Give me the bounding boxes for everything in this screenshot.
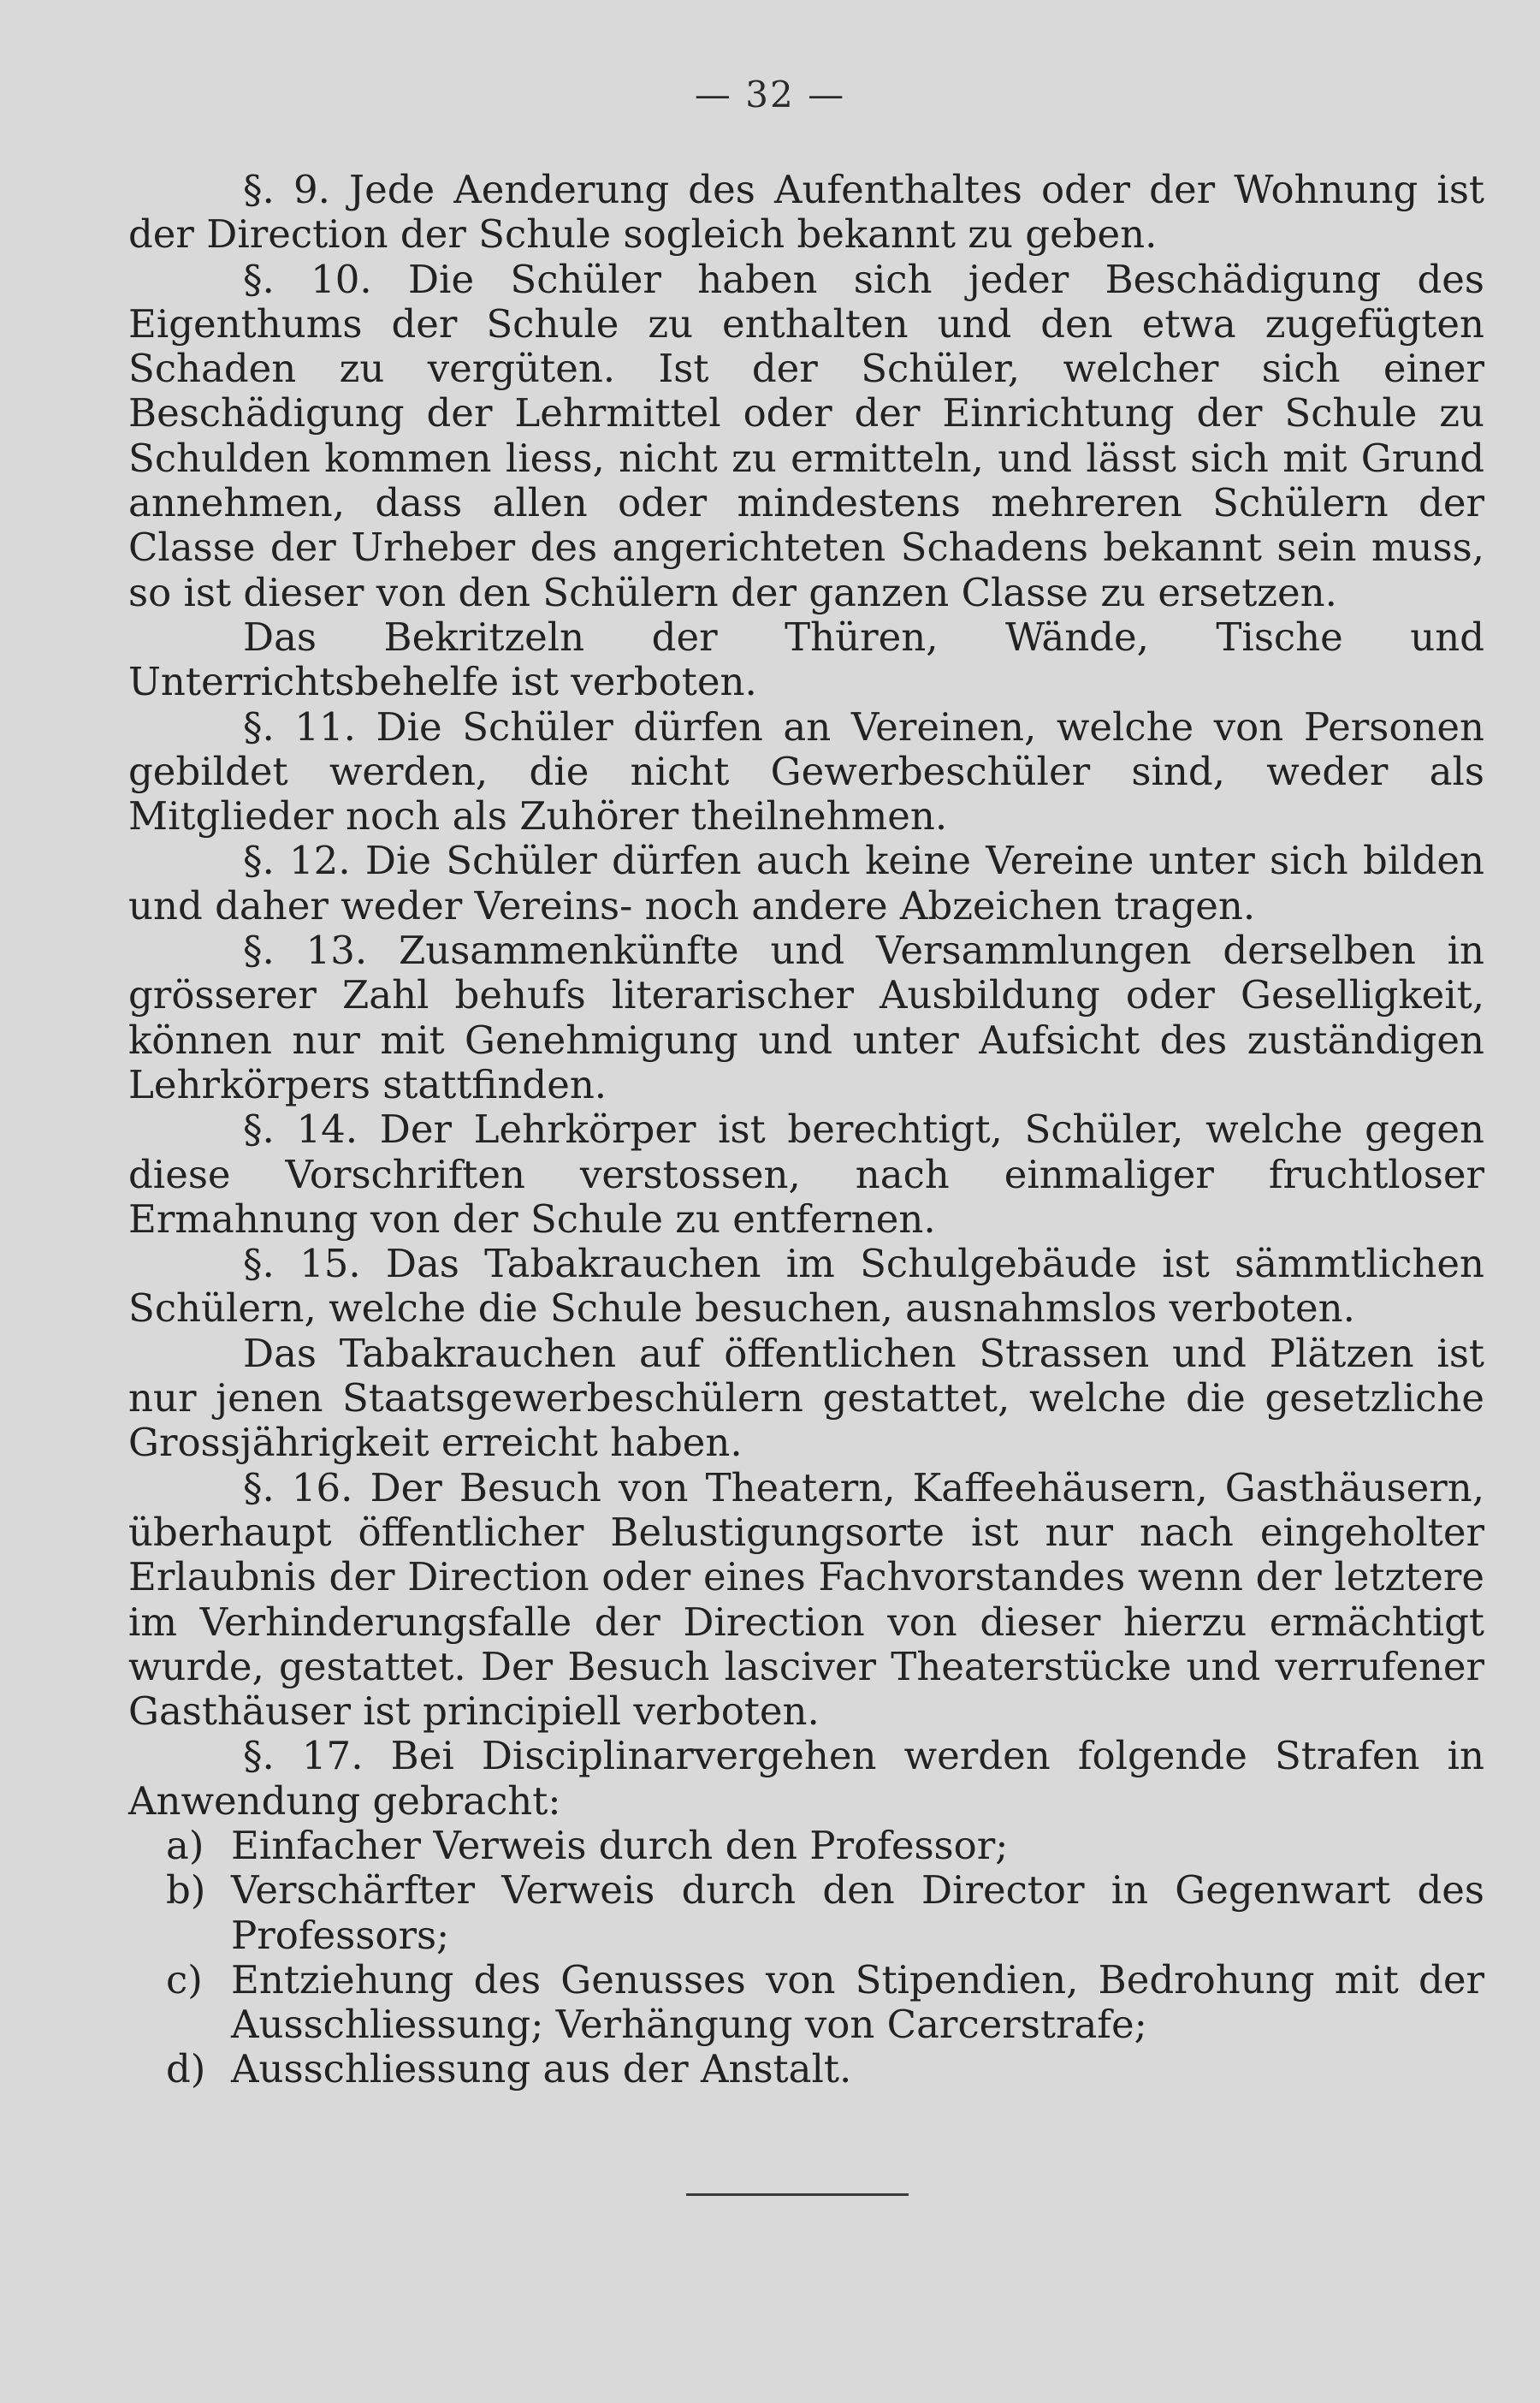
list-item-label: d): [166, 2046, 206, 2092]
list-item-text: Verschärfter Verweis durch den Director in Gegenwart des Professors;: [231, 1867, 1484, 1958]
list-item-label: b): [166, 1867, 206, 1914]
paragraph-section-10: §. 10. Die Schüler haben sich jeder Beschädigung des Eigenthums der Schule zu enthalten und den etwa zugefügten Schaden zu vergüten. Ist der Schüler, welcher sich einer Beschädigung der Lehrmittel oder der Einrichtung der Schule zu Schulden kommen liess, nicht zu ermitteln, und lässt sich mit Grund annehmen, dass allen oder mindestens mehreren Schülern der Classe der Urheber des angerichteten Schadens bekannt sein muss, so ist dieser von den Schülern der ganzen Classe zu ersetzen.: [128, 256, 1484, 615]
closing-rule: [686, 2193, 909, 2196]
paragraph-section-17: §. 17. Bei Disciplinarvergehen werden folgende Strafen in Anwendung gebracht:: [128, 1733, 1484, 1824]
list-item-text: Ausschliessung aus der Anstalt.: [231, 2046, 852, 2092]
list-item: [128, 1824, 1484, 1868]
list-item-text: Entziehung des Genusses von Stipendien, Bedrohung mit der Ausschliessung; Verhängung von Carcerstrafe;: [231, 1956, 1484, 2048]
list-item: [128, 2047, 1484, 2092]
list-item: [128, 1958, 1484, 2048]
paragraph-scribbling: Das Bekritzeln der Thüren, Wände, Tische und Unterrichtsbehelfe ist verboten.: [128, 614, 1484, 705]
paragraph-section-13: §. 13. Zusammenkünfte und Versammlungen derselben in grösserer Zahl behufs literarischer Ausbildung oder Geselligkeit, können nur mit Genehmigung und unter Aufsicht des zuständigen Lehrkörpers stattfinden.: [128, 928, 1484, 1107]
list-item-label: c): [166, 1956, 203, 2002]
body-text: [128, 168, 1484, 2092]
paragraph-smoking-streets: Das Tabakrauchen auf öffentlichen Strassen und Plätzen ist nur jenen Staatsgewerbeschülern gestattet, welche die gesetzliche Grossjährigkeit erreicht haben.: [128, 1330, 1484, 1466]
paragraph-section-11: §. 11. Die Schüler dürfen an Vereinen, welche von Personen gebildet werden, die nicht Gewerbeschüler sind, weder als Mitglieder noch als Zuhörer theilnehmen.: [128, 703, 1484, 840]
paragraph-section-14: §. 14. Der Lehrkörper ist berechtigt, Schüler, welche gegen diese Vorschriften verstossen, nach einmaliger fruchtloser Ermahnung von der Schule zu entfernen.: [128, 1107, 1484, 1242]
list-item-label: a): [166, 1822, 204, 1868]
paragraph-section-12: §. 12. Die Schüler dürfen auch keine Vereine unter sich bilden und daher weder Vereins- noch andere Abzeichen tragen.: [128, 838, 1484, 929]
list-item: [128, 1868, 1484, 1958]
paragraph-section-16: §. 16. Der Besuch von Theatern, Kaffeehäusern, Gasthäusern, überhaupt öffentlicher Belustigungsorte ist nur nach eingeholter Erlaubnis der Direction oder eines Fachvorstandes wenn der letztere im Verhinderungsfalle der Direction von dieser hierzu ermächtigt wurde, gestattet. Der Besuch lasciver Theaterstücke und verrufener Gasthäuser ist principiell verboten.: [128, 1464, 1484, 1735]
paragraph-section-9: §. 9. Jede Aenderung des Aufenthaltes oder der Wohnung ist der Direction der Schule sogleich bekannt zu geben.: [128, 167, 1484, 258]
page-number: — 32 —: [694, 74, 846, 116]
penalty-list: [128, 1824, 1484, 2092]
paragraph-section-15: §. 15. Das Tabakrauchen im Schulgebäude ist sämmtlichen Schülern, welche die Schule besuchen, ausnahmslos verboten.: [128, 1241, 1484, 1332]
list-item-text: Einfacher Verweis durch den Professor;: [231, 1822, 1009, 1868]
